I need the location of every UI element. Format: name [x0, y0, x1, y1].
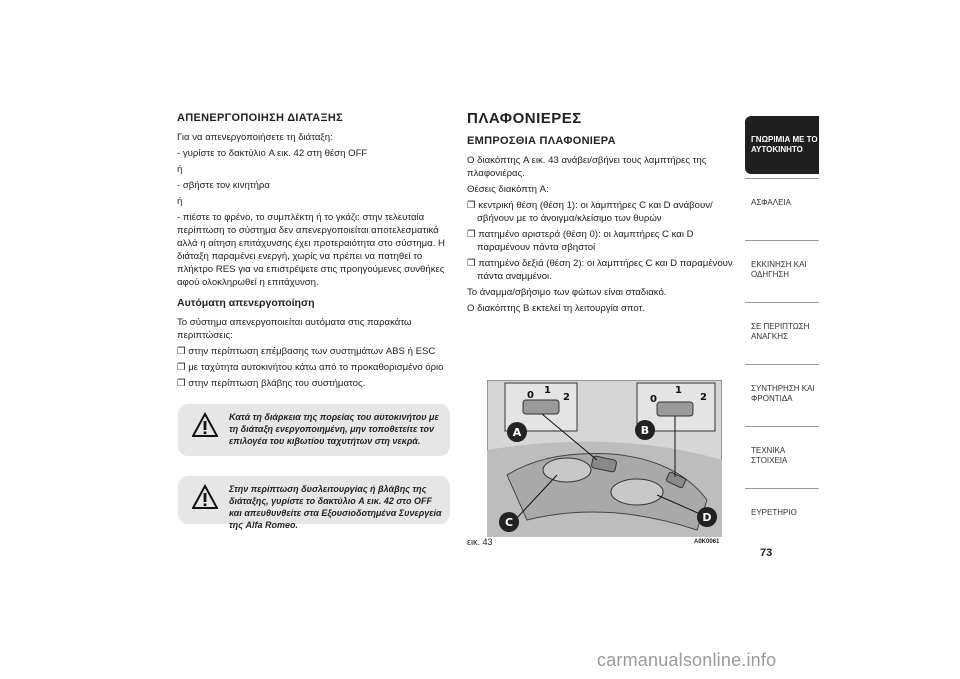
section-heading: ΕΜΠΡΟΣΘΙΑ ΠΛΑΦΟΝΙΕΡΑ: [467, 135, 616, 147]
list-item: ❒ με ταχύτητα αυτοκινήτου κάτω από το προκαθορισμένο όριο: [177, 362, 444, 373]
warning-box: [178, 476, 450, 530]
list-item: ❒ στην περίπτωση βλάβης του συστήματος.: [177, 378, 366, 389]
warning-triangle-icon: [192, 412, 218, 438]
right-column: [467, 112, 742, 318]
paragraph: Το άναμμα/σβήσιμο των φώτων είναι σταδιακό.: [467, 287, 667, 298]
or-text: ή: [177, 196, 183, 207]
paragraph: Θέσεις διακόπτη A:: [467, 184, 549, 195]
callout-label: C: [504, 516, 514, 529]
callout-label: A: [512, 426, 522, 439]
chapter-tab-emergency[interactable]: ΣΕ ΠΕΡΙΠΤΩΣΗ ΑΝΑΓΚΗΣ: [745, 302, 819, 360]
callout-label: B: [640, 424, 650, 437]
paragraph: Ο διακόπτης A εικ. 43 ανάβει/σβήνει τους λαμπτήρες της πλαφονιέρας.: [467, 155, 707, 179]
position-label: 2: [563, 392, 570, 403]
left-column: [177, 112, 452, 393]
chapter-tab-starting-driving[interactable]: ΕΚΚΙΝΗΣΗ ΚΑΙ ΟΔΗΓΗΣΗ: [745, 240, 819, 298]
list-item: ❒ πατημένο αριστερά (θέση 0): οι λαμπτήρες C και D παραμένουν πάντα σβηστοί: [467, 229, 694, 253]
chapter-tab-maintenance[interactable]: ΣΥΝΤΗΡΗΣΗ ΚΑΙ ΦΡΟΝΤΙΔΑ: [745, 364, 819, 422]
ceiling-light-illustration: [487, 380, 722, 537]
position-label: 1: [675, 385, 682, 396]
position-label: 0: [527, 390, 534, 401]
list-item: ❒ κεντρική θέση (θέση 1): οι λαμπτήρες C και D ανάβουν/σβήνουν με το άνοιγμα/κλείσιμο των θυρών: [467, 200, 713, 224]
warning-triangle-icon: [192, 484, 218, 510]
watermark: carmanualsonline.info: [597, 650, 777, 670]
warning-text: Στην περίπτωση δυσλειτουργίας ή βλάβης της διάταξης, γυρίστε το δακτύλιο A εικ. 42 στο OFF και απευθυνθείτε στα Εξουσιοδοτημένα Συνεργεία της Alfa Romeo.: [229, 484, 442, 530]
position-label: 2: [700, 392, 707, 403]
step-text: - σβήστε τον κινητήρα: [177, 180, 270, 191]
list-item: ❒ πατημένο δεξιά (θέση 2): οι λαμπτήρες C και D παραμένουν πάντα αναμμένοι.: [467, 258, 733, 282]
position-label: 1: [544, 385, 551, 396]
chapter-sidebar: [745, 116, 819, 546]
list-item: ❒ στην περίπτωση επέμβασης των συστημάτων ABS ή ESC: [177, 346, 436, 357]
page-title: ΠΛΑΦΟΝΙΕΡΕΣ: [467, 110, 582, 127]
chapter-tab-safety[interactable]: ΑΣΦΑΛΕΙΑ: [745, 178, 819, 236]
step-text: - πιέστε το φρένο, το συμπλέκτη ή το γκάζι: στην τελευταία περίπτωση το σύστημα δεν απενεργοποιείται αποτελεσματικά αλλά η αίτηση επιτάχυνσης έχει προτεραιότητα στο σύστημα. Η διάταξη παραμένει ενεργή, χωρίς να πρέπει να πατηθεί το πλήκτρο RES για να επιστρέψετε στις προηγούμενες συνθήκες αφού ολοκληρωθεί η επιτάχυνση.: [177, 212, 445, 288]
figure-caption: εικ. 43: [467, 537, 493, 547]
step-text: - γυρίστε το δακτύλιο A εικ. 42 στη θέση OFF: [177, 148, 368, 159]
section-heading: ΑΠΕΝΕΡΓΟΠΟΙΗΣΗ ΔΙΑΤΑΞΗΣ: [177, 112, 344, 124]
chapter-tab-technical[interactable]: ΤΕΧΝΙΚΑ ΣΤΟΙΧΕΙΑ: [745, 426, 819, 484]
figure-code: A0K0061: [694, 539, 720, 545]
chapter-tab-getting-to-know[interactable]: ΓΝΩΡΙΜΙΑ ΜΕ ΤΟ ΑΥΤΟΚΙΝΗΤΟ: [745, 116, 819, 174]
intro-text: Για να απενεργοποιήσετε τη διάταξη:: [177, 132, 333, 143]
warning-box: [178, 404, 450, 456]
paragraph: Ο διακόπτης B εκτελεί τη λειτουργία σποτ.: [467, 303, 646, 314]
subheading: Αυτόματη απενεργοποίηση: [177, 297, 315, 309]
auto-intro-text: Το σύστημα απενεργοποιείται αυτόματα στις παρακάτω περιπτώσεις:: [177, 317, 412, 341]
warning-text: Κατά τη διάρκεια της πορείας του αυτοκινήτου με τη διάταξη ενεργοποιημένη, μην τοποθετείτε τον επιλογέα του κιβωτίου ταχυτήτων στη νεκρά.: [229, 412, 439, 446]
position-label: 0: [650, 394, 657, 405]
callout-label: D: [702, 511, 712, 524]
or-text: ή: [177, 164, 183, 175]
page-number: 73: [760, 547, 773, 559]
chapter-tab-index[interactable]: ΕΥΡΕΤΗΡΙΟ: [745, 488, 819, 546]
